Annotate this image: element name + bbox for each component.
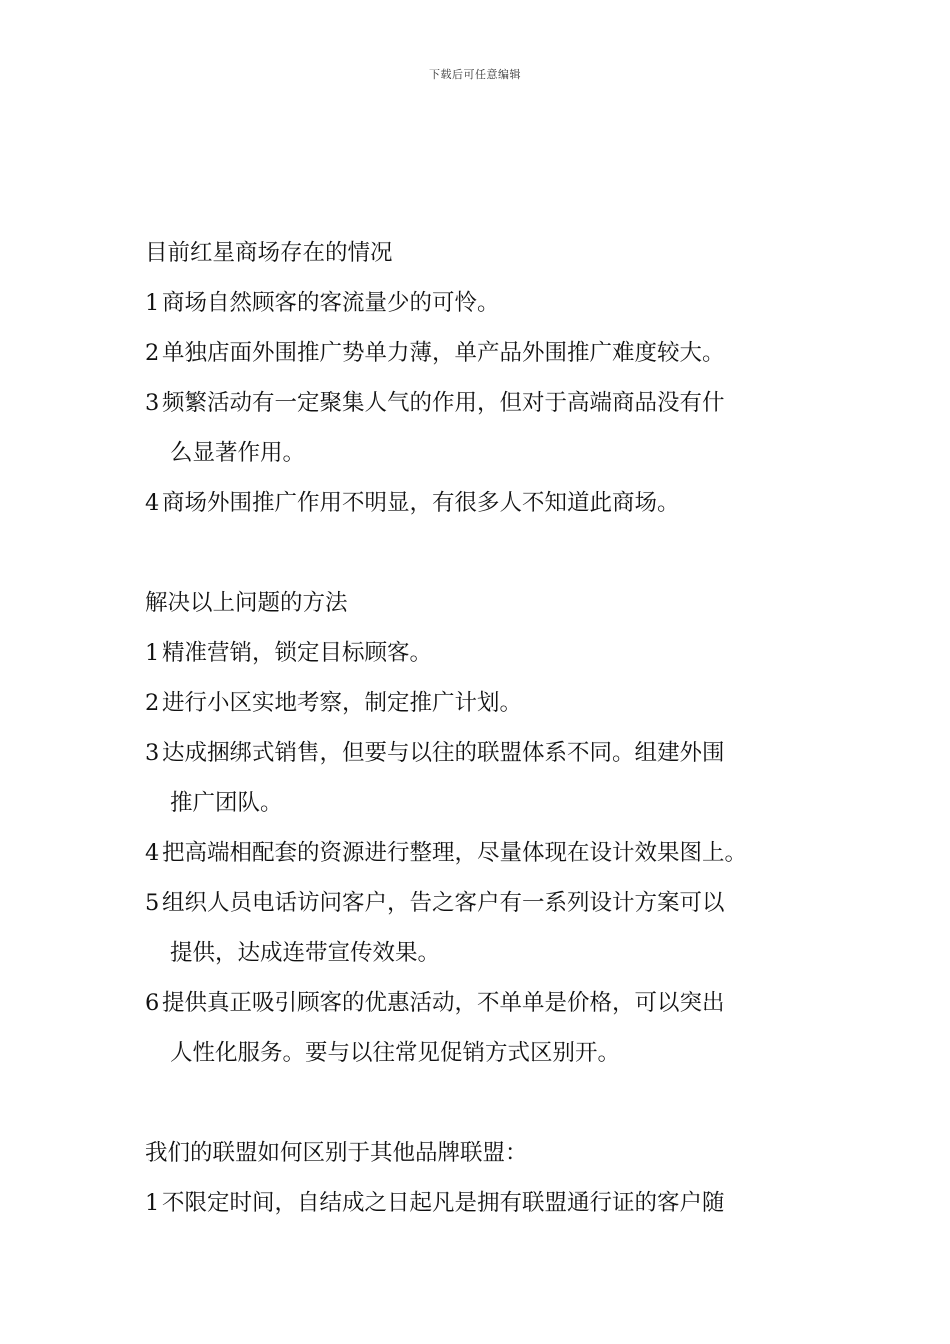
list-item: [145, 828, 825, 878]
item-number: 4: [145, 490, 160, 516]
list-item: [145, 878, 825, 978]
item-number: 2: [145, 690, 160, 716]
item-text: 提供真正吸引顾客的优惠活动，不单单是价格，可以突出: [162, 990, 725, 1016]
page-header: 下载后可任意编辑: [429, 68, 521, 81]
item-number: 1: [145, 290, 160, 316]
item-text: 频繁活动有一定聚集人气的作用，但对于高端商品没有什: [162, 390, 725, 416]
item-text-continuation: 推广团队。: [170, 790, 283, 816]
item-text-continuation: 提供，达成连带宣传效果。: [170, 940, 441, 966]
item-text: 组织人员电话访问客户，告之客户有一系列设计方案可以: [162, 890, 725, 916]
section-solutions: [145, 578, 825, 1078]
section-current-situation: [145, 228, 825, 528]
section-alliance-difference: [145, 1128, 825, 1228]
item-number: 5: [145, 890, 160, 916]
item-number: 2: [145, 340, 160, 366]
item-text: 商场自然顾客的客流量少的可怜。: [162, 290, 500, 316]
item-number: 1: [145, 640, 160, 666]
section-title: 解决以上问题的方法: [145, 590, 348, 616]
list-item: [145, 678, 825, 728]
list-item: [145, 1178, 825, 1228]
item-number: 3: [145, 390, 160, 416]
item-number: 3: [145, 740, 160, 766]
paragraph-spacer: [145, 528, 825, 578]
item-number: 4: [145, 840, 160, 866]
list-item: [145, 378, 825, 478]
item-text: 达成捆绑式销售，但要与以往的联盟体系不同。组建外围: [162, 740, 725, 766]
list-item: [145, 728, 825, 828]
section-title: 目前红星商场存在的情况: [145, 240, 393, 266]
paragraph-spacer: [145, 1078, 825, 1128]
item-text: 精准营销，锁定目标顾客。: [162, 640, 433, 666]
list-item: [145, 978, 825, 1078]
list-item: [145, 328, 825, 378]
item-number: 6: [145, 990, 160, 1016]
list-item: [145, 478, 825, 528]
item-text: 进行小区实地考察，制定推广计划。: [162, 690, 523, 716]
item-text-continuation: 人性化服务。要与以往常见促销方式区别开。: [170, 1040, 621, 1066]
item-text: 单独店面外围推广势单力薄，单产品外围推广难度较大。: [162, 340, 725, 366]
list-item: [145, 278, 825, 328]
item-text: 商场外围推广作用不明显，有很多人不知道此商场。: [162, 490, 680, 516]
list-item: [145, 628, 825, 678]
section-title: 我们的联盟如何区别于其他品牌联盟：: [145, 1140, 528, 1166]
document-body: [145, 228, 825, 1228]
item-text-continuation: 么显著作用。: [170, 440, 306, 466]
item-text: 把高端相配套的资源进行整理，尽量体现在设计效果图上。: [162, 840, 748, 866]
item-number: 1: [145, 1190, 160, 1216]
item-text: 不限定时间，自结成之日起凡是拥有联盟通行证的客户随: [162, 1190, 725, 1216]
